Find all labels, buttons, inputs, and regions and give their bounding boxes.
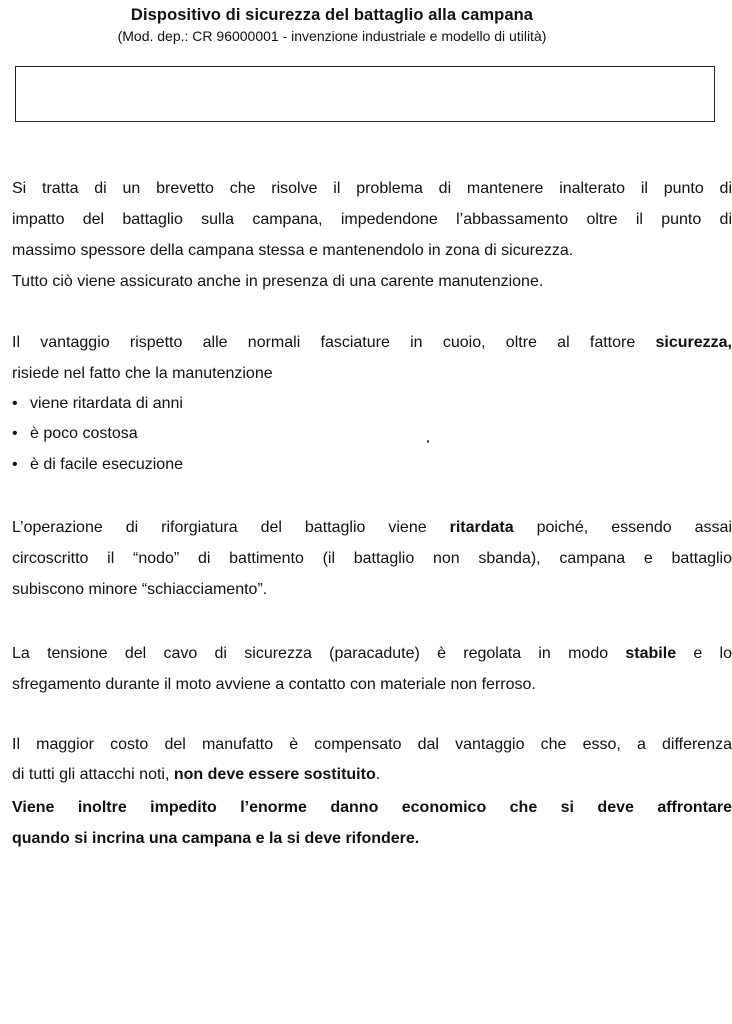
paragraph-2-line-2: risiede nel fatto che la manutenzione xyxy=(12,365,273,382)
paragraph-4-bold-stabile: stabile xyxy=(625,645,677,662)
paragraph-4-text-pre: La tensione del cavo di sicurezza (paracadute) è regolata in modo xyxy=(12,645,609,662)
paragraph-1-line-4: Tutto ciò viene assicurato anche in presenza di una carente manutenzione. xyxy=(12,273,544,290)
paragraph-5-bold-non-sostituito: non deve essere sostituito xyxy=(173,766,376,783)
paragraph-3-line-1 xyxy=(12,519,732,537)
paragraph-5-line-4: quando si incrina una campana e la si deve rifondere. xyxy=(12,830,420,847)
paragraph-5-text-pre: di tutti gli attacchi noti, xyxy=(12,766,170,783)
bullet-text-1: viene ritardata di anni xyxy=(30,395,183,412)
bullet-item-1 xyxy=(12,395,183,413)
paragraph-5-line-1: Il maggior costo del manufatto è compensato dal vantaggio che esso, a differenza xyxy=(12,736,732,753)
bullet-dot-icon: • xyxy=(12,395,18,412)
paragraph-2-line-1 xyxy=(12,334,732,352)
document-title: Dispositivo di sicurezza del battaglio alla campana xyxy=(130,6,534,24)
paragraph-3-text-pre: L’operazione di riforgiatura del battaglio viene xyxy=(12,519,427,536)
paragraph-1-line-2: impatto del battaglio sulla campana, impedendone l’abbassamento oltre il punto di xyxy=(12,211,732,228)
paragraph-2-text: Il vantaggio rispetto alle normali fasciature in cuoio, oltre al fattore xyxy=(12,334,636,351)
paragraph-3-line-2: circoscritto il “nodo” di battimento (il battaglio non sbanda), campana e battaglio xyxy=(12,550,732,567)
paragraph-3-bold-ritardata: ritardata xyxy=(449,519,514,536)
paragraph-4-line-1 xyxy=(12,645,732,663)
bullet-dot-icon: • xyxy=(12,425,18,442)
paragraph-4-text-post: e lo xyxy=(693,645,732,662)
paragraph-3-text-post: poiché, essendo assai xyxy=(536,519,732,536)
paragraph-3-line-3: subiscono minore “schiacciamento”. xyxy=(12,581,268,598)
paragraph-5-text-post: . xyxy=(375,766,381,783)
paragraph-5-line-2 xyxy=(12,766,380,784)
bullet-dot-icon: • xyxy=(12,456,18,473)
bullet-item-2 xyxy=(12,425,138,443)
scan-speck xyxy=(427,440,429,443)
paragraph-1-line-3: massimo spessore della campana stessa e mantenendolo in zona di sicurezza. xyxy=(12,242,574,259)
title-box xyxy=(15,66,715,122)
paragraph-1-line-1: Si tratta di un brevetto che risolve il problema di mantenere inalterato il punto di xyxy=(12,180,732,197)
bullet-text-2: è poco costosa xyxy=(30,425,138,442)
paragraph-5-line-3: Viene inoltre impedito l’enorme danno economico che si deve affrontare xyxy=(12,799,732,816)
document-subtitle: (Mod. dep.: CR 96000001 - invenzione industriale e modello di utilità) xyxy=(117,28,547,44)
paragraph-4-line-2: sfregamento durante il moto avviene a contatto con materiale non ferroso. xyxy=(12,676,536,693)
bullet-text-3: è di facile esecuzione xyxy=(30,456,183,473)
bullet-item-3 xyxy=(12,456,183,474)
paragraph-2-bold-sicurezza: sicurezza, xyxy=(655,334,732,351)
